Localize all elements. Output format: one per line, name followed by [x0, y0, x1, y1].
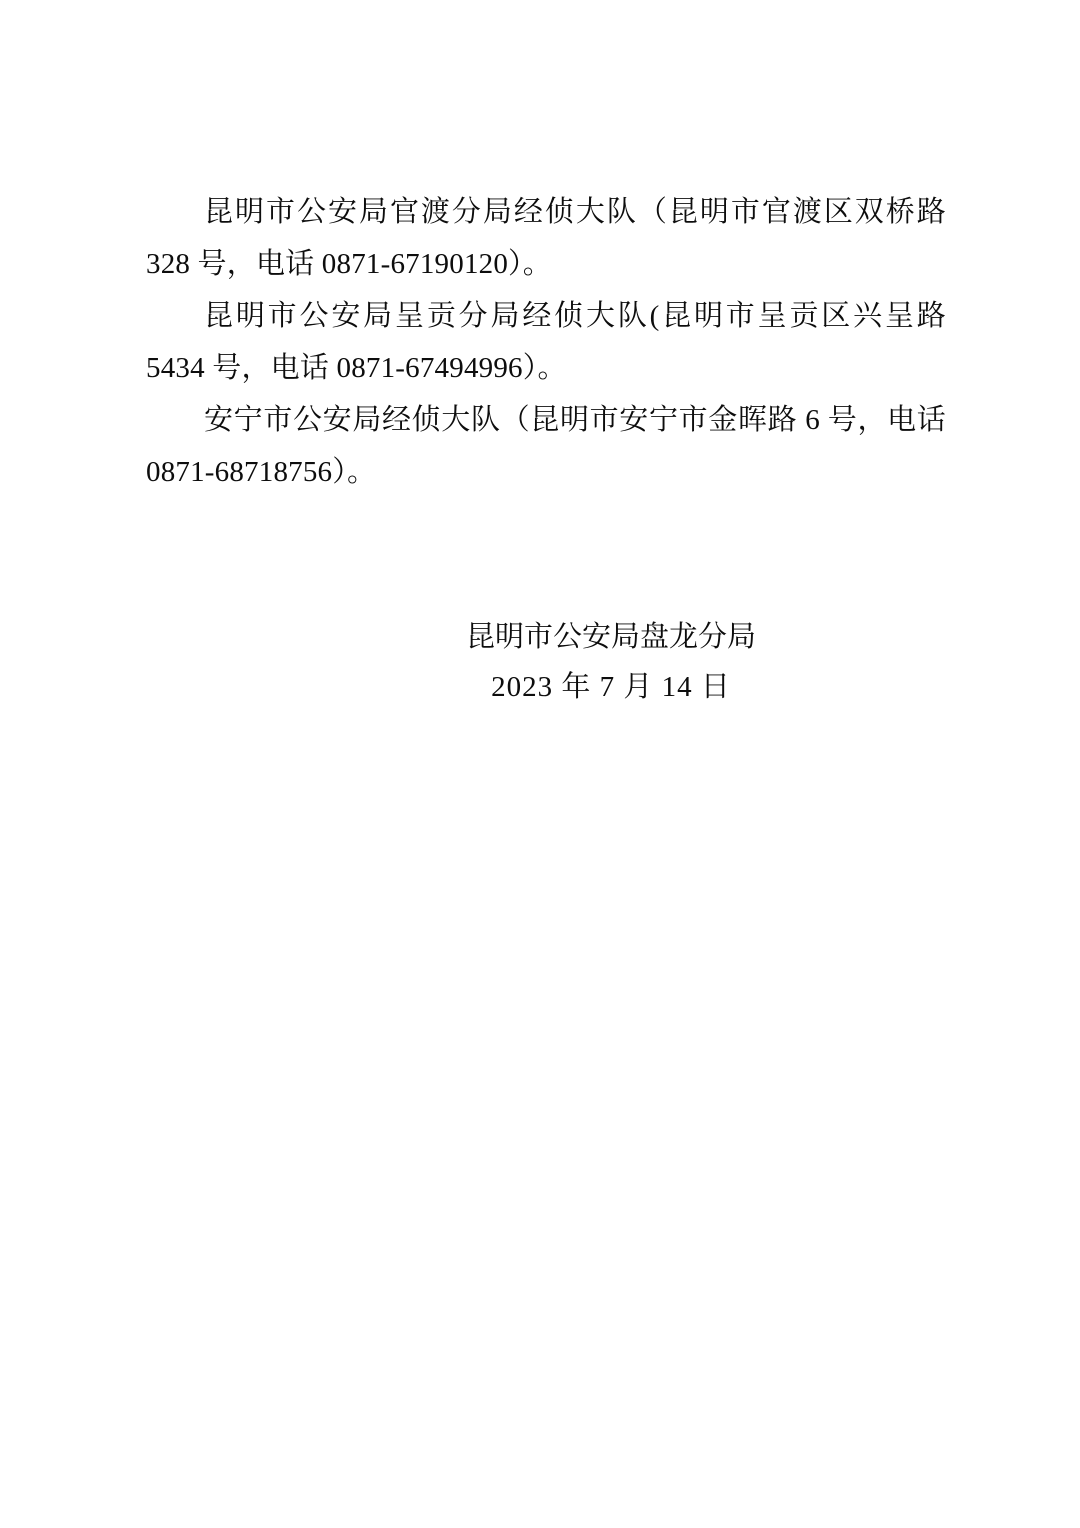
signature-block: [146, 612, 946, 712]
paragraph-chenggong-branch: 昆明市公安局呈贡分局经侦大队(昆明市呈贡区兴呈路 5434 号，电话 0871-67494996）。: [146, 300, 946, 384]
paragraph-guandu-branch: 昆明市公安局官渡分局经侦大队（昆明市官渡区双桥路 328 号，电话 0871-67190120）。: [146, 196, 946, 280]
signature-date: 2023 年 7 月 14 日: [491, 671, 731, 703]
document-body: [146, 186, 946, 498]
signature-organization: 昆明市公安局盘龙分局: [465, 621, 756, 653]
paragraph-anning-branch: 安宁市公安局经侦大队（昆明市安宁市金晖路 6 号，电话 0871-68718756）。: [146, 404, 946, 488]
